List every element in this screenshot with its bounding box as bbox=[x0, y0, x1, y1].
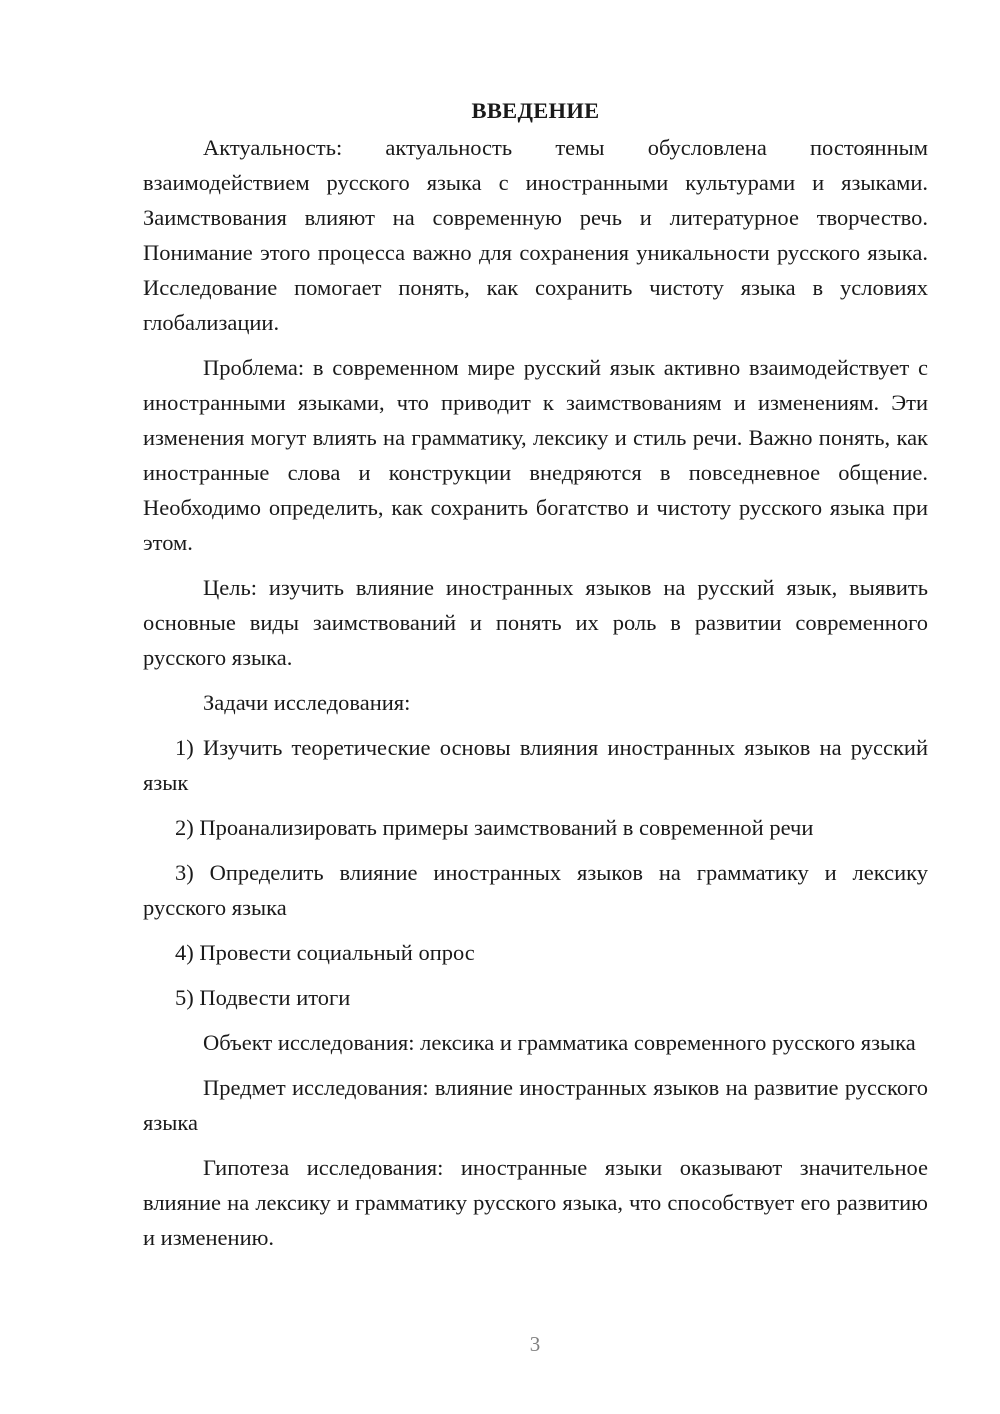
paragraph-goal: Цель: изучить влияние иностранных языков на русский язык, выявить основные виды заимствований и понять их роль в развитии современного русского языка. bbox=[143, 575, 928, 670]
paragraph-subject: Предмет исследования: влияние иностранных языков на развитие русского языка bbox=[143, 1075, 928, 1135]
paragraph-problem: Проблема: в современном мире русский язык активно взаимодействует с иностранными языками, что приводит к заимствованиям и изменениям. Эти изменения могут влиять на грамматику, лексику и стиль речи. Важно понять, как иностранные слова и конструкции внедряются в повседневное общение. Необходимо определить, как сохранить богатство и чистоту русского языка при этом. bbox=[143, 355, 928, 555]
page-heading: ВВЕДЕНИЕ bbox=[471, 98, 600, 123]
task-item-1: 1) Изучить теоретические основы влияния иностранных языков на русский язык bbox=[143, 735, 928, 795]
task-item-4: 4) Провести социальный опрос bbox=[175, 940, 475, 965]
paragraph-hypothesis: Гипотеза исследования: иностранные языки оказывают значительное влияние на лексику и грамматику русского языка, что способствует его развитию и изменению. bbox=[143, 1155, 928, 1250]
task-item-2: 2) Проанализировать примеры заимствований в современной речи bbox=[175, 815, 814, 840]
task-item-5: 5) Подвести итоги bbox=[175, 985, 351, 1010]
paragraph-relevance: Актуальность: актуальность темы обусловлена постоянным взаимодействием русского языка с иностранными культурами и языками. Заимствования влияют на современную речь и литературное творчество. Понимание этого процесса важно для сохранения уникальности русского языка. Исследование помогает понять, как сохранить чистоту языка в условиях глобализации. bbox=[143, 135, 928, 335]
page-content bbox=[143, 96, 928, 1265]
page-number: 3 bbox=[529, 1332, 541, 1356]
task-item-3: 3) Определить влияние иностранных языков на грамматику и лексику русского языка bbox=[143, 860, 928, 920]
paragraph-object: Объект исследования: лексика и грамматика современного русского языка bbox=[203, 1030, 916, 1055]
paragraph-tasks-title: Задачи исследования: bbox=[203, 690, 411, 715]
